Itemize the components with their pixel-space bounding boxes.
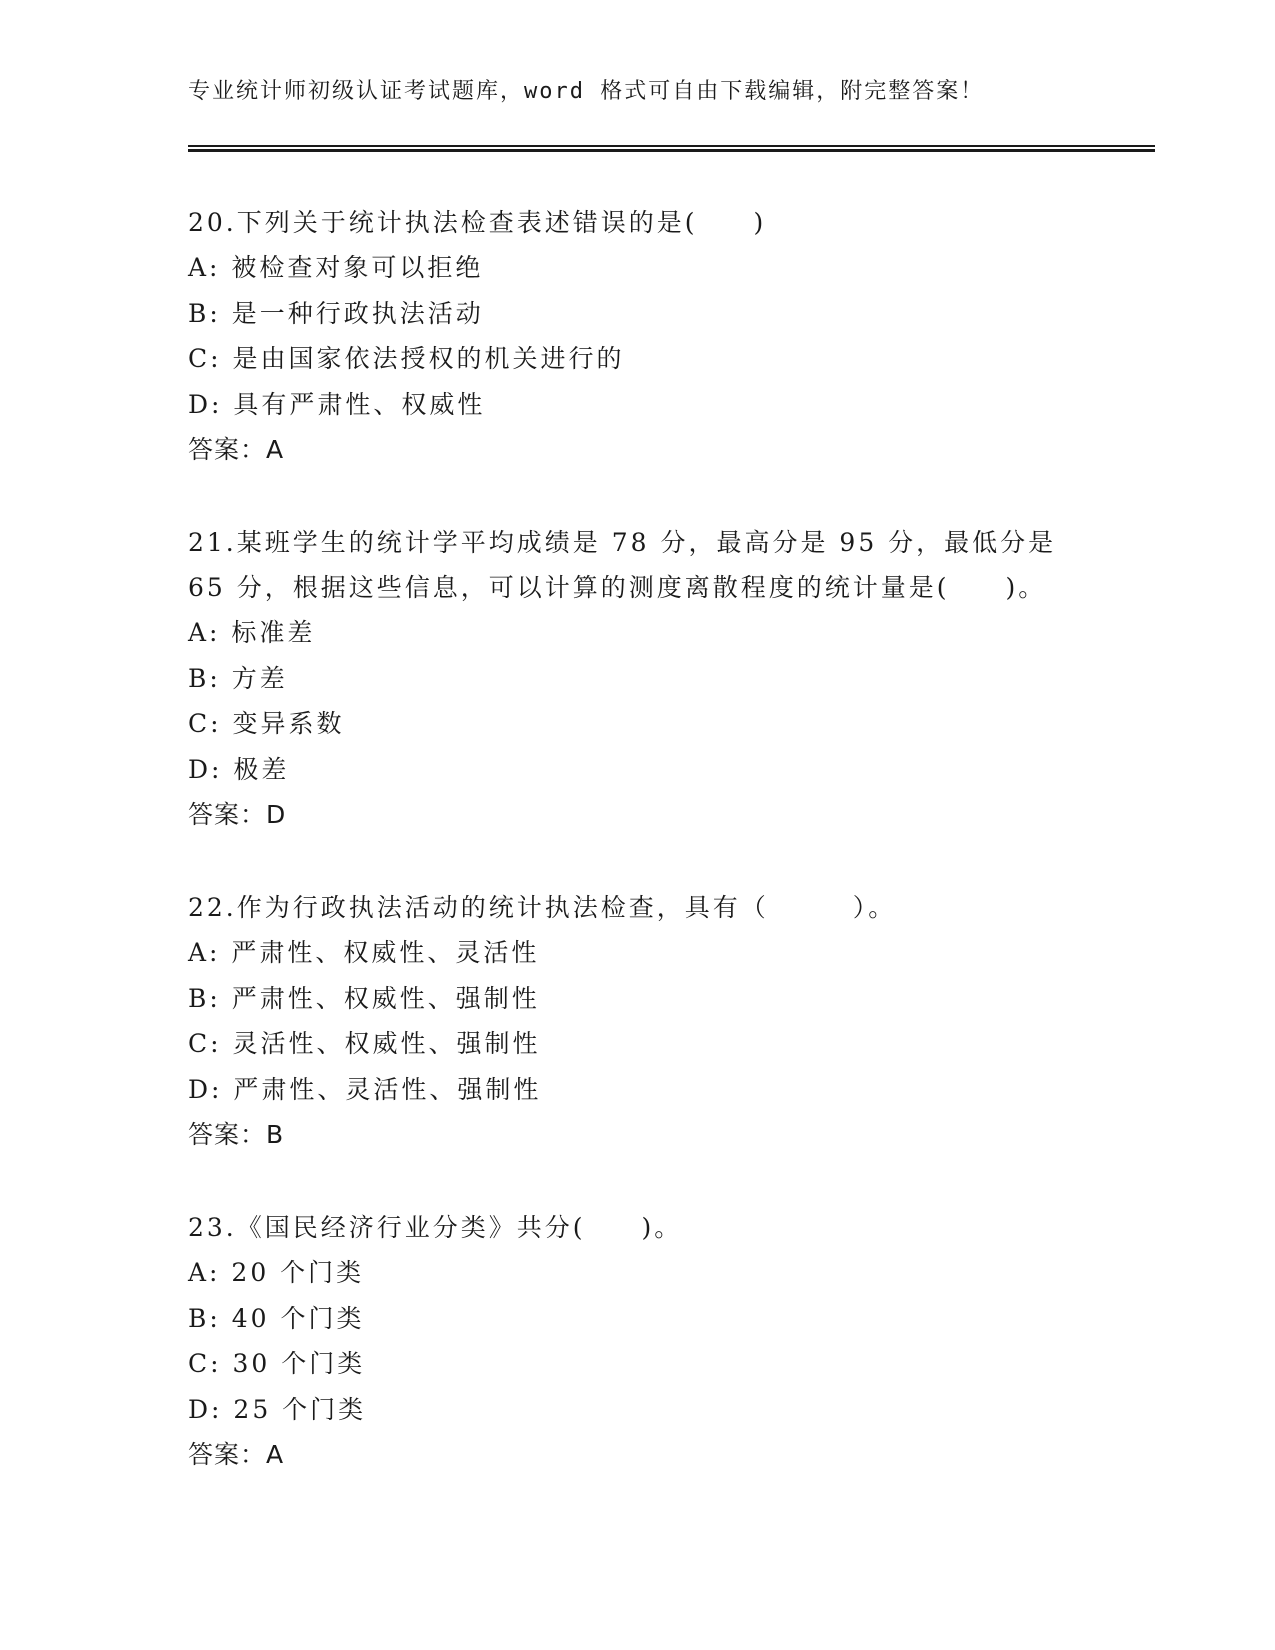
question-20 [188, 200, 1088, 472]
question-list [188, 200, 1088, 1525]
option-b: B: 方差 [188, 663, 288, 693]
answer-label: 答案：D [188, 800, 287, 829]
option-a: A: 20 个门类 [188, 1258, 365, 1287]
header-divider-top [188, 145, 1155, 147]
question-stem: 23.《国民经济行业分类》共分( )。 [188, 1213, 683, 1242]
option-a: A: 严肃性、权威性、灵活性 [188, 938, 540, 967]
answer-label: 答案：A [188, 435, 285, 464]
option-d: D: 具有严肃性、权威性 [188, 389, 486, 419]
question-stem: 21.某班学生的统计学平均成绩是 78 分，最高分是 95 分，最低分是 65 分，根据这些信息，可以计算的测度离散程度的统计量是( )。 [188, 528, 1057, 602]
page-header-title: 专业统计师初级认证考试题库，word 格式可自由下载编辑，附完整答案！ [188, 79, 985, 104]
option-c: C: 变异系数 [188, 709, 345, 738]
question-23 [188, 1205, 1088, 1477]
option-c: C: 30 个门类 [188, 1349, 366, 1378]
option-d: D: 严肃性、灵活性、强制性 [188, 1074, 542, 1104]
question-stem: 20.下列关于统计执法检查表述错误的是( ) [188, 208, 767, 237]
option-a: A: 被检查对象可以拒绝 [188, 253, 484, 282]
option-d: D: 25 个门类 [188, 1394, 367, 1424]
option-a: A: 标准差 [188, 618, 316, 647]
option-b: B: 40 个门类 [188, 1303, 365, 1333]
header-divider-bottom [188, 149, 1155, 152]
option-d: D: 极差 [188, 754, 290, 784]
answer-label: 答案：A [188, 1440, 285, 1469]
option-c: C: 灵活性、权威性、强制性 [188, 1029, 541, 1058]
option-b: B: 是一种行政执法活动 [188, 298, 484, 328]
question-22 [188, 885, 1088, 1157]
answer-label: 答案：B [188, 1120, 285, 1149]
question-21 [188, 520, 1088, 837]
option-b: B: 严肃性、权威性、强制性 [188, 983, 540, 1013]
option-c: C: 是由国家依法授权的机关进行的 [188, 344, 625, 373]
question-stem: 22.作为行政执法活动的统计执法检查，具有（ ）。 [188, 893, 897, 922]
